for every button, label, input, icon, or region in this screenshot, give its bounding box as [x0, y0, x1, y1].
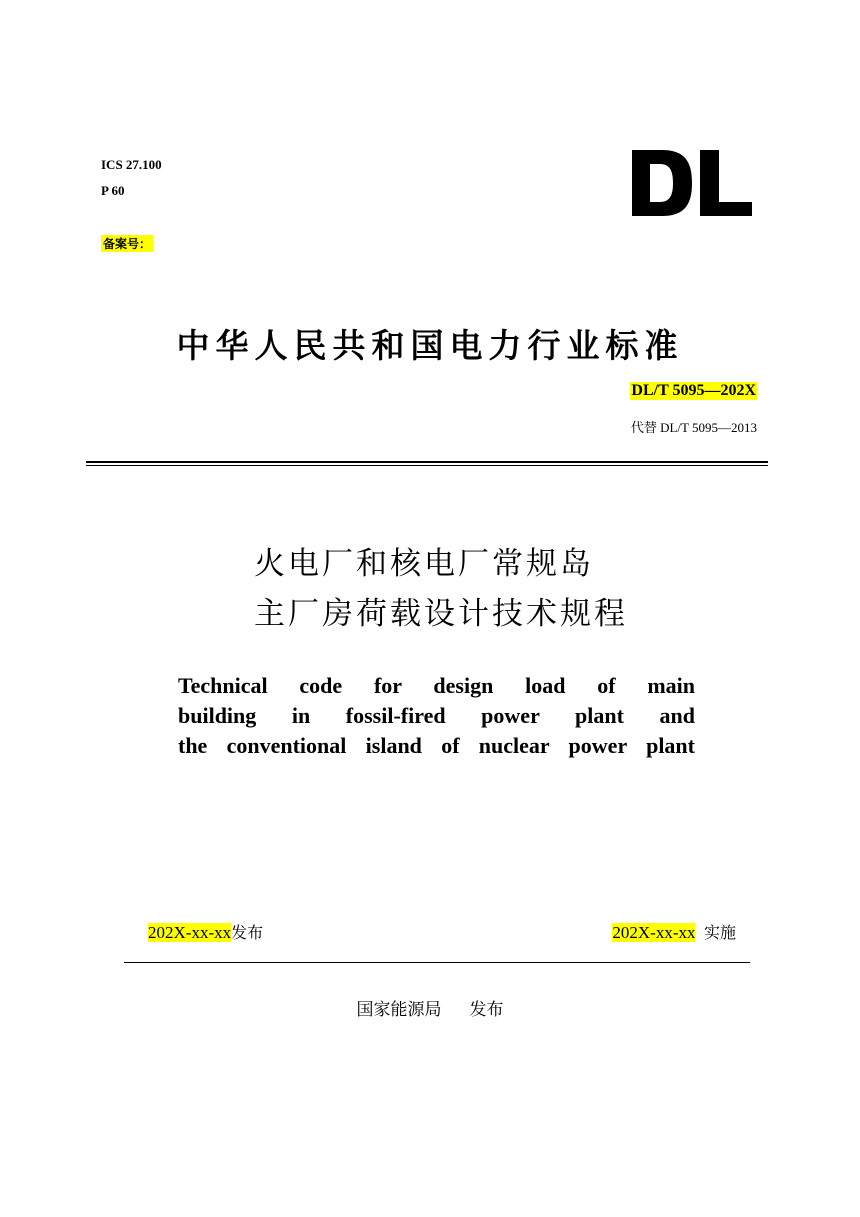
record-number-label: 备案号：: [103, 237, 152, 251]
dl-logo-d: [632, 150, 692, 216]
issue-label: 发布: [231, 923, 264, 942]
implement-date: 202X-xx-xx: [612, 923, 696, 942]
implement-label: 实施: [703, 923, 736, 942]
publisher-name: 国家能源局: [356, 1000, 442, 1020]
publisher-line: [0, 995, 860, 1020]
cn-title-line-2: 主厂房荷载设计技术规程: [254, 596, 628, 632]
en-title-line-3: the conventional island of nuclear power plant: [178, 733, 695, 758]
en-title-line-1: Technical code for design load of main: [178, 673, 695, 698]
standard-number: DL/T 5095—202X: [631, 382, 756, 399]
issue-date-block: [148, 920, 263, 943]
replaces-note: 代替 DL/T 5095—2013: [630, 420, 757, 435]
implement-date-block: [612, 920, 736, 943]
en-title-line-2: building in fossil-fired power plant and: [178, 703, 695, 728]
en-title: [178, 671, 695, 761]
standard-title: 中华人民共和国电力行业标准: [176, 326, 684, 365]
footer-divider: [124, 962, 750, 963]
issue-date: 202X-xx-xx: [148, 923, 232, 942]
header-divider-thin: [86, 465, 768, 466]
cn-title-line-1: 火电厂和核电厂常规岛: [254, 546, 594, 582]
ics-code: ICS 27.100: [101, 157, 162, 172]
publisher-label: 发布: [469, 1000, 504, 1020]
dl-logo-l: [700, 150, 752, 216]
p-code: P 60: [101, 183, 125, 198]
dl-logo: [630, 148, 754, 218]
header-divider-thick: [86, 461, 768, 463]
